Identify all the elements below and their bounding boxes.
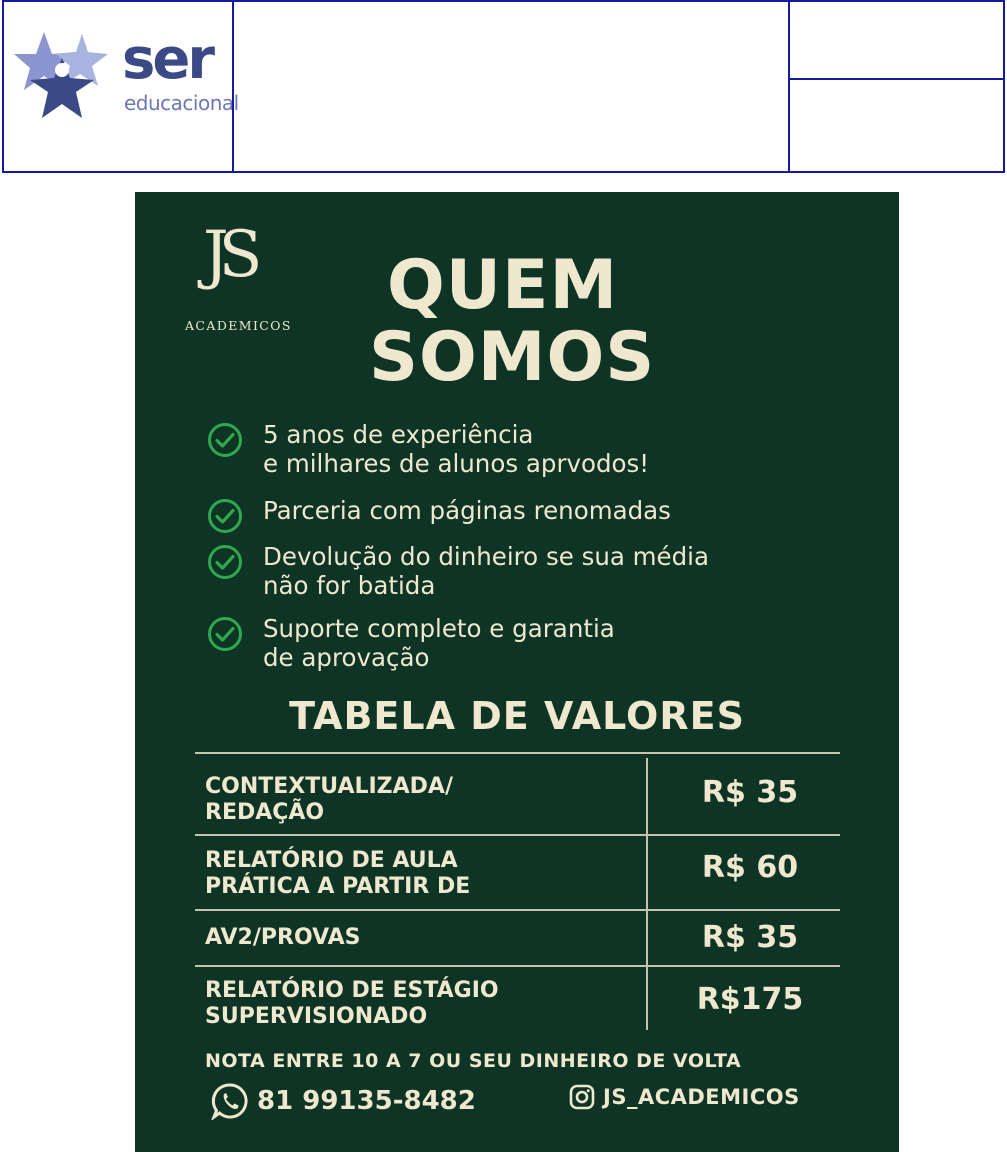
- table-row-service: [205, 978, 635, 1030]
- check-circle-icon: [207, 422, 243, 458]
- feature-text: não for batida: [263, 571, 436, 600]
- table-column-divider: [646, 758, 648, 1030]
- js-monogram-logo: JS: [203, 218, 253, 292]
- header-title-cell: [232, 0, 790, 173]
- feature-text: 5 anos de experiência: [263, 420, 534, 449]
- table-row-price: R$ 60: [701, 850, 799, 885]
- ser-logo-word: ser: [122, 27, 212, 92]
- price-table-title: TABELA DE VALORES: [289, 694, 745, 738]
- header-info-cell-top: [788, 0, 1005, 80]
- table-row-price: R$ 35: [701, 775, 799, 810]
- feature-text: Devolução do dinheiro se sua média: [263, 542, 709, 571]
- phone-number: 81 99135-8482: [257, 1086, 476, 1116]
- ser-star-figure-icon: [14, 30, 114, 122]
- check-circle-icon: [207, 544, 243, 580]
- table-row-service: [205, 774, 635, 826]
- guarantee-note: NOTA ENTRE 10 A 7 OU SEU DINHEIRO DE VOLTA: [205, 1050, 742, 1072]
- table-row-price: R$175: [696, 982, 804, 1017]
- instagram-handle: JS_ACADEMICOS: [603, 1085, 800, 1109]
- table-row-service: [205, 848, 635, 900]
- service-label: PRÁTICA A PARTIR DE: [205, 874, 471, 899]
- ser-logo-subtitle: educacional: [124, 91, 239, 115]
- service-label: RELATÓRIO DE AULA: [205, 848, 458, 873]
- service-label: REDAÇÃO: [205, 800, 325, 825]
- instagram-icon: [569, 1084, 595, 1110]
- brand-name: ACADEMICOS: [185, 318, 292, 333]
- js-academicos-flyer: [135, 192, 899, 1152]
- table-row-service: [205, 925, 635, 951]
- feature-text: de aprovação: [263, 643, 430, 672]
- instagram-contact[interactable]: [569, 1084, 800, 1116]
- whatsapp-contact[interactable]: [211, 1082, 476, 1118]
- document-header: [2, 0, 1005, 173]
- title-line-1: QUEM: [387, 246, 619, 325]
- check-circle-icon: [207, 498, 243, 534]
- table-divider: [195, 834, 840, 836]
- title-line-2: SOMOS: [369, 318, 656, 397]
- feature-text: Suporte completo e garantia: [263, 614, 615, 643]
- page-title: [369, 246, 707, 397]
- service-label: RELATÓRIO DE ESTÁGIO: [205, 978, 499, 1003]
- table-divider: [195, 909, 840, 911]
- table-row-price: R$ 35: [701, 920, 799, 955]
- whatsapp-icon: [211, 1082, 249, 1120]
- service-label: SUPERVISIONADO: [205, 1004, 428, 1029]
- service-label: CONTEXTUALIZADA/: [205, 774, 453, 799]
- feature-text: Parceria com páginas renomadas: [263, 496, 671, 525]
- header-logo-cell: [2, 0, 239, 173]
- feature-text: e milhares de alunos aprvodos!: [263, 449, 650, 478]
- check-circle-icon: [207, 616, 243, 652]
- table-divider: [195, 965, 840, 967]
- service-label: AV2/PROVAS: [205, 925, 361, 950]
- header-info-cell-bottom: [788, 78, 1005, 173]
- table-divider: [195, 752, 840, 754]
